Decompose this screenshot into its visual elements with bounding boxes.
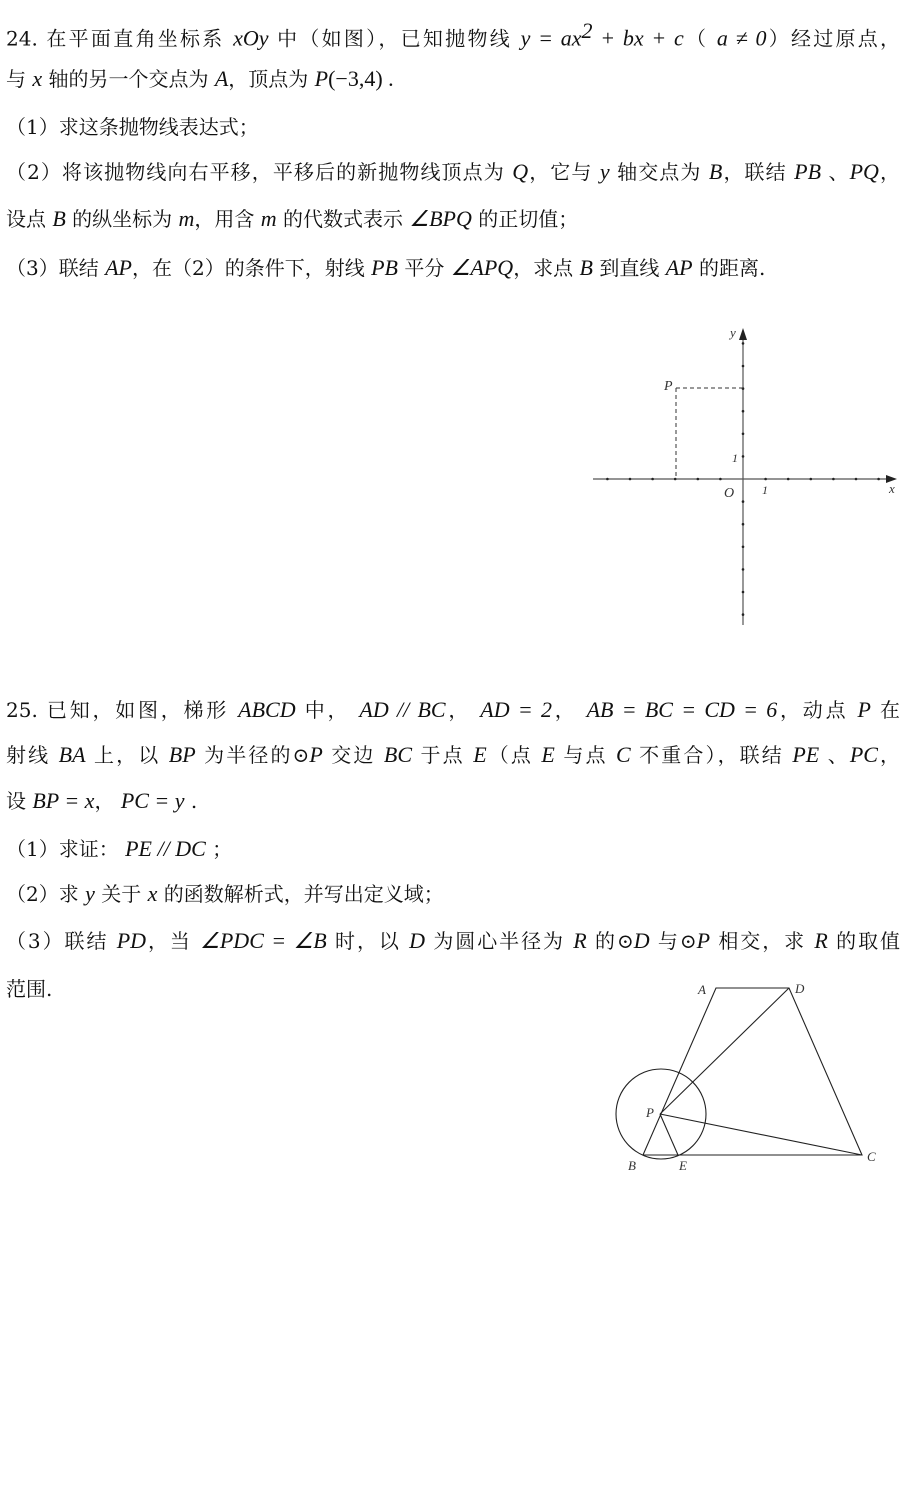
math-text: x xyxy=(147,881,158,906)
text-segment: 范围. xyxy=(6,977,53,1001)
segment-pe xyxy=(660,1114,678,1155)
text-segment: 的距离. xyxy=(692,256,766,280)
math-text: AD = 2 xyxy=(480,697,552,722)
text-segment: ，顶点为 xyxy=(228,67,315,91)
label-e: E xyxy=(679,1158,687,1173)
text-segment: （1）求这条抛物线表达式； xyxy=(6,115,259,139)
math-text: C xyxy=(616,742,631,767)
y-tick-label: 1 xyxy=(732,451,738,465)
math-text: m xyxy=(178,206,195,231)
text-segment: 与点 xyxy=(554,743,617,767)
math-text: PQ xyxy=(849,159,879,184)
text-segment: 25. 已知，如图，梯形 xyxy=(6,698,239,722)
math-text: Q xyxy=(512,159,529,184)
text-segment: 不重合），联结 xyxy=(630,743,793,767)
text-segment: 轴的另一个交点为 xyxy=(42,67,215,91)
text-segment: 中， xyxy=(295,698,360,722)
math-text: + bx + c xyxy=(592,25,684,51)
label-d: D xyxy=(795,981,805,996)
math-text: AB = BC = CD = 6 xyxy=(586,697,778,722)
x-tick-label: 1 xyxy=(762,483,768,497)
math-text: B xyxy=(708,159,723,184)
math-text: xOy xyxy=(233,25,269,51)
text-segment: （3）联结 xyxy=(6,929,117,953)
math-text: BC xyxy=(383,742,413,767)
text-segment: 射线 xyxy=(6,743,59,767)
text-segment: ， xyxy=(94,789,121,813)
label-c: C xyxy=(867,1149,876,1164)
text-segment: 与 xyxy=(6,67,33,91)
text-segment: 设 xyxy=(6,789,33,813)
text-segment: 于点 xyxy=(412,743,474,767)
math-text: 2 xyxy=(581,18,593,43)
text-segment: ； xyxy=(205,837,233,861)
math-text: P xyxy=(314,66,329,91)
text-segment: 在 xyxy=(870,698,901,722)
math-text: BA xyxy=(58,742,86,767)
text-segment: 中（如图），已知抛物线 xyxy=(268,26,521,51)
math-text: A xyxy=(214,66,229,91)
math-text: ∠BPQ xyxy=(409,206,472,231)
text-segment: 交边 xyxy=(322,743,384,767)
text-segment: (−3,4) . xyxy=(328,66,394,91)
math-text: PC xyxy=(849,742,878,767)
math-text: PD xyxy=(116,928,147,953)
math-text: ∠APQ xyxy=(450,255,514,280)
math-text: R xyxy=(814,928,828,953)
origin-label: O xyxy=(724,486,735,501)
text-segment: 时，以 xyxy=(326,929,410,953)
text-segment: 与⊙ xyxy=(649,929,697,953)
point-p-label: P xyxy=(664,379,673,394)
text-segment: 24. 在平面直角坐标系 xyxy=(6,26,234,51)
text-segment: . xyxy=(184,789,198,813)
text-segment: （1）求证： xyxy=(6,837,126,861)
math-text: x xyxy=(32,66,43,91)
math-text: m xyxy=(260,206,277,231)
math-text: PB xyxy=(371,255,398,280)
text-segment: （2）求 xyxy=(6,882,86,906)
math-text: AP xyxy=(105,255,132,280)
y-axis-label: y xyxy=(730,325,736,340)
text-segment: 设点 xyxy=(6,207,53,231)
text-segment: ）经过原点， xyxy=(766,26,900,51)
text-segment: 的正切值； xyxy=(471,207,579,231)
label-p: P xyxy=(646,1105,654,1120)
math-text: R xyxy=(573,928,587,953)
math-text: E xyxy=(541,742,555,767)
text-segment: 为圆心半径为 xyxy=(425,929,574,953)
text-segment: 到直线 xyxy=(593,256,666,280)
text-segment: ， xyxy=(878,160,901,184)
math-text: PE // DC xyxy=(125,836,206,861)
label-b: B xyxy=(628,1158,636,1173)
text-segment: 的函数解析式，并写出定义域； xyxy=(157,882,444,906)
x-axis-label: x xyxy=(889,481,895,496)
text-segment: 的⊙ xyxy=(586,929,634,953)
text-segment: 相交，求 xyxy=(710,929,815,953)
math-text: BP = x xyxy=(32,788,95,813)
math-text: AD // BC xyxy=(359,697,446,722)
text-segment: ， xyxy=(445,698,481,722)
math-text: E xyxy=(473,742,487,767)
math-text: B xyxy=(579,255,593,280)
math-text: AP xyxy=(665,255,693,280)
math-text: ∠PDC = ∠B xyxy=(200,928,327,953)
math-text: P xyxy=(309,742,323,767)
text-segment: 的代数式表示 xyxy=(276,207,410,231)
text-segment: 上，以 xyxy=(85,743,169,767)
math-text: PB xyxy=(794,159,822,184)
text-segment: ，联结 xyxy=(722,160,795,184)
text-segment: （ xyxy=(683,26,717,51)
math-text: y = ax xyxy=(520,25,582,51)
text-segment: ， xyxy=(551,698,587,722)
text-segment: ，用含 xyxy=(194,207,261,231)
math-text: PE xyxy=(792,742,820,767)
text-segment: （3）联结 xyxy=(6,256,106,280)
text-segment: ，动点 xyxy=(777,698,858,722)
text-segment: 轴交点为 xyxy=(609,160,709,184)
math-text: P xyxy=(857,697,871,722)
text-segment: 为半径的⊙ xyxy=(195,743,310,767)
text-segment: 平分 xyxy=(397,256,451,280)
text-segment: 关于 xyxy=(94,882,148,906)
math-text: D xyxy=(633,928,650,953)
text-segment: ，它与 xyxy=(528,160,600,184)
text-segment: ，当 xyxy=(146,929,201,953)
text-segment: ，求点 xyxy=(513,256,580,280)
math-text: y xyxy=(85,881,95,906)
text-segment: ，在（2）的条件下，射线 xyxy=(131,256,372,280)
text-segment: 的取值 xyxy=(827,929,901,953)
text-segment: 的纵坐标为 xyxy=(65,207,179,231)
segment-pd xyxy=(660,988,789,1114)
text-segment: （点 xyxy=(486,743,542,767)
text-segment: 、 xyxy=(821,160,850,184)
text-segment: （2）将该抛物线向右平移，平移后的新抛物线顶点为 xyxy=(6,160,513,184)
math-text: y xyxy=(599,159,610,184)
math-text: BP xyxy=(168,742,196,767)
text-segment: ， xyxy=(877,743,901,767)
math-text: PC = y xyxy=(120,788,185,813)
math-text: D xyxy=(409,928,426,953)
text-segment: 、 xyxy=(819,743,850,767)
math-text: P xyxy=(696,928,711,953)
math-text: B xyxy=(52,206,66,231)
label-a: A xyxy=(698,982,706,997)
math-text: a ≠ 0 xyxy=(716,25,767,51)
math-text: ABCD xyxy=(238,697,296,722)
